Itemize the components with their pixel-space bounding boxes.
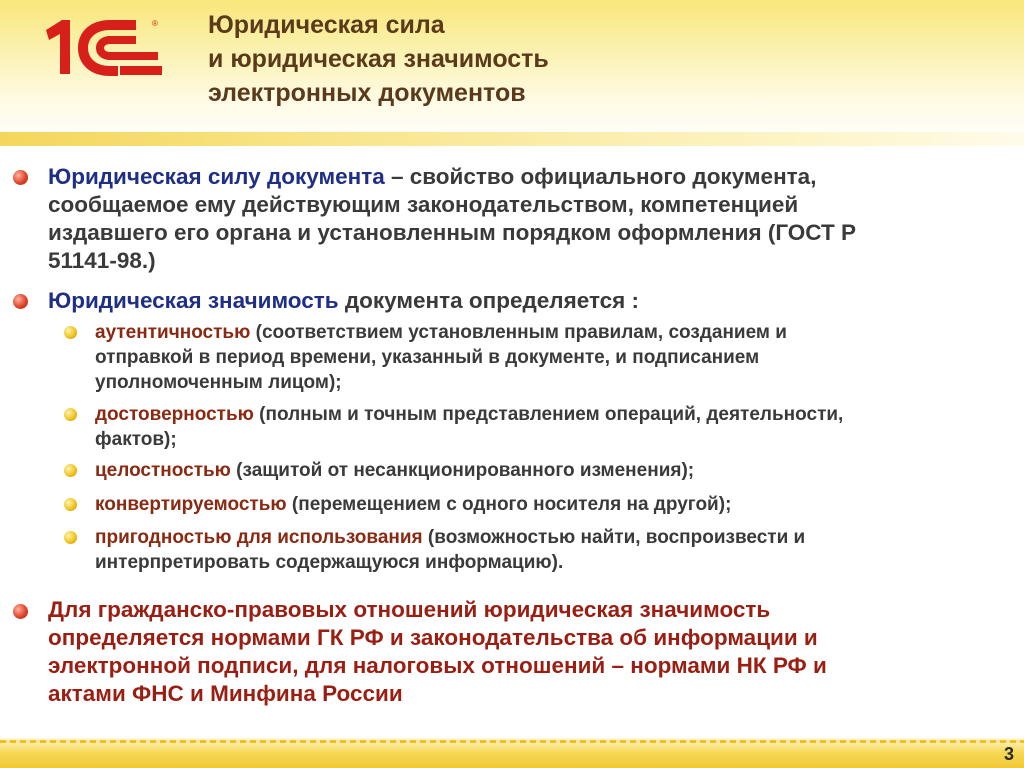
yellow-bullet-icon — [64, 464, 77, 477]
footer-divider — [0, 740, 1024, 743]
sub-item-reliability: достоверностью (полным и точным представлением операций, деятельности, фактов); — [95, 404, 844, 450]
list-item-legal-force: Юридическая силу документа – свойство официального документа, сообщаемое ему действующим законодательством, компетенцией издавшего его органа и установленным порядком оформления (ГОСТ Р 51141-98.) — [48, 164, 856, 273]
title-line-2: и юридическая значимость — [208, 45, 549, 73]
sub-item-integrity: целостностью (защитой от несанкционированного изменения); — [95, 460, 695, 481]
red-bullet-icon — [13, 170, 28, 185]
sub-item-convertibility: конвертируемостью (перемещением с одного носителя на другой); — [95, 494, 732, 515]
svg-text:®: ® — [152, 19, 158, 28]
list-item-legal-significance: Юридическая значимость документа определяется : — [48, 288, 640, 313]
yellow-bullet-icon — [64, 498, 77, 511]
sub-item-usability: пригодностью для использования (возможностью найти, воспроизвести и интерпретировать содержащуюся информацию). — [95, 527, 806, 573]
red-bullet-icon — [13, 294, 28, 309]
page-number: 3 — [1003, 744, 1014, 764]
term-legal-force: Юридическая силу документа — [48, 164, 385, 189]
title-line-1: Юридическая сила — [208, 11, 445, 39]
red-bullet-icon — [13, 604, 28, 619]
yellow-bullet-icon — [64, 408, 77, 421]
yellow-bullet-icon — [64, 531, 77, 544]
term-legal-significance: Юридическая значимость — [48, 288, 339, 313]
sub-item-authenticity: аутентичностью (соответствием установленным правилам, созданием и отправкой в период времени, указанный в документе, и подписанием уполномоченным лицом); — [95, 322, 787, 393]
title-line-3: электронных документов — [208, 79, 526, 107]
yellow-bullet-icon — [64, 326, 77, 339]
list-item-civil-law: Для гражданско-правовых отношений юридическая значимость определяется нормами ГК РФ и законодательства об информации и электронной подписи, для налоговых отношений – нормами НК РФ и актами ФНС и Минфина России — [48, 597, 827, 706]
